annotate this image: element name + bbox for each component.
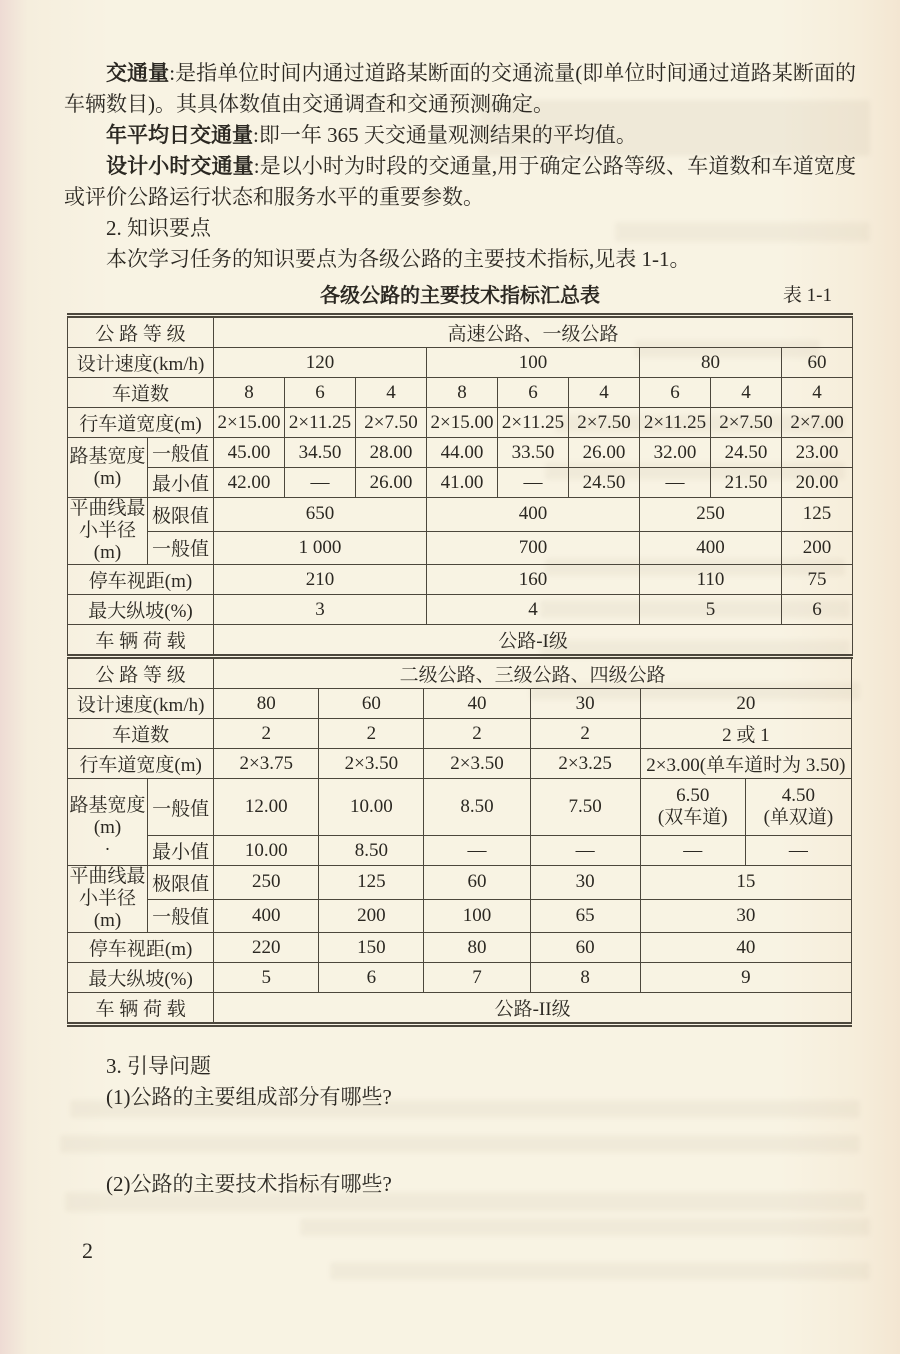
table-cell: 2×3.50 <box>424 749 530 779</box>
table-cell: 10.00 <box>319 779 424 836</box>
table-cell: 7 <box>424 963 530 993</box>
spec-table-lower-class <box>67 659 852 1027</box>
table-row <box>68 993 852 1025</box>
table-cell: 5 <box>640 595 782 625</box>
table-cell: 2 <box>214 719 319 749</box>
table-cell: 120 <box>214 348 427 378</box>
table-cell: 220 <box>214 933 319 963</box>
table-title: 各级公路的主要技术指标汇总表 <box>320 285 600 307</box>
row-sublabel: 一般值 <box>148 438 214 468</box>
table-cell: 40 <box>640 933 851 963</box>
table-row <box>68 468 853 498</box>
table-cell: 2×7.50 <box>711 408 782 438</box>
table-cell: 7.50 <box>530 779 640 836</box>
term-aadt: 年平均日交通量 <box>106 123 253 147</box>
table-cell: 33.50 <box>498 438 569 468</box>
table-row <box>68 531 853 565</box>
row-label: 车 辆 荷 载 <box>68 625 214 657</box>
table-cell: 6 <box>498 378 569 408</box>
table-row <box>68 565 853 595</box>
term-traffic-volume: 交通量 <box>106 61 170 85</box>
table-cell <box>745 779 851 836</box>
table-number: 表 1-1 <box>782 285 832 306</box>
table-cell: 20.00 <box>782 468 853 498</box>
table-cell: 125 <box>782 498 853 532</box>
table-cell: 400 <box>427 498 640 532</box>
table-cell: 100 <box>424 899 530 933</box>
row-sublabel: 一般值 <box>148 899 214 933</box>
table-cell: 高速公路、一级公路 <box>214 316 853 348</box>
table-cell: — <box>498 468 569 498</box>
table-cell: 10.00 <box>214 836 319 866</box>
table-cell: 80 <box>424 933 530 963</box>
row-sublabel: 一般值 <box>148 531 214 565</box>
table-cell: 2×3.50 <box>319 749 424 779</box>
table-row <box>68 779 852 836</box>
table-row <box>68 933 852 963</box>
table-cell: 1 000 <box>214 531 427 565</box>
cell-note: (单双道) <box>763 807 834 828</box>
table-cell: 125 <box>319 866 424 900</box>
table-row <box>68 963 852 993</box>
table-row <box>68 498 853 532</box>
table-cell: 15 <box>640 866 851 900</box>
table-cell: 2×3.25 <box>530 749 640 779</box>
table-cell: — <box>640 836 745 866</box>
table-cell: 8.50 <box>424 779 530 836</box>
table-cell: 400 <box>214 899 319 933</box>
question-1: (1)公路的主要组成部分有哪些? <box>106 1085 392 1109</box>
row-label <box>68 779 148 866</box>
table-cell: 4 <box>356 378 427 408</box>
row-label-line: 小半径(m) <box>78 520 136 563</box>
row-label: 停车视距(m) <box>68 565 214 595</box>
table-cell: 24.50 <box>569 468 640 498</box>
table-cell: 44.00 <box>427 438 498 468</box>
table-cell: 4 <box>427 595 640 625</box>
table-cell: 公路-II级 <box>214 993 852 1025</box>
table-cell: 26.00 <box>356 468 427 498</box>
table-cell: — <box>285 468 356 498</box>
row-label-line: 小半径(m) <box>79 888 137 931</box>
row-label: 公 路 等 级 <box>68 659 214 689</box>
table-cell: 80 <box>640 348 782 378</box>
table-row <box>68 625 853 657</box>
table-cell: 23.00 <box>782 438 853 468</box>
table-cell: 6 <box>640 378 711 408</box>
table-cell: — <box>424 836 530 866</box>
paragraph-traffic-volume <box>64 58 856 120</box>
table-cell: 2×15.00 <box>214 408 285 438</box>
row-label-line: 路基宽度 <box>69 445 146 467</box>
row-label: 车道数 <box>68 378 214 408</box>
table-cell: 3 <box>214 595 427 625</box>
table-cell: 700 <box>427 531 640 565</box>
row-label: 停车视距(m) <box>68 933 214 963</box>
table-cell: 60 <box>424 866 530 900</box>
question-2: (2)公路的主要技术指标有哪些? <box>106 1172 392 1196</box>
table-cell: 200 <box>319 899 424 933</box>
table-cell: 26.00 <box>569 438 640 468</box>
row-label: 行车道宽度(m) <box>68 408 214 438</box>
table-cell: 8.50 <box>319 836 424 866</box>
row-sublabel: 最小值 <box>148 468 214 498</box>
table-caption <box>64 281 856 311</box>
row-label: 最大纵坡(%) <box>68 963 214 993</box>
row-label <box>68 866 148 933</box>
table-cell: 40 <box>424 689 530 719</box>
table-cell: 60 <box>782 348 853 378</box>
table-cell: 2 或 1 <box>640 719 851 749</box>
table-cell: 200 <box>782 531 853 565</box>
page-number: 2 <box>82 1238 93 1263</box>
table-cell: 210 <box>214 565 427 595</box>
table-cell: 6 <box>285 378 356 408</box>
table-row <box>68 348 853 378</box>
table-cell: 32.00 <box>640 438 711 468</box>
table-cell: 60 <box>319 689 424 719</box>
table-cell: 160 <box>427 565 640 595</box>
row-label: 设计速度(km/h) <box>68 689 214 719</box>
bleed-through-artifact <box>300 1218 870 1236</box>
table-cell: 110 <box>640 565 782 595</box>
table-cell: 20 <box>640 689 851 719</box>
spec-table-expressway <box>67 313 853 659</box>
table-row <box>68 438 853 468</box>
table-cell: 2×7.00 <box>782 408 853 438</box>
table-cell: 45.00 <box>214 438 285 468</box>
table-row <box>68 899 852 933</box>
table-cell: 2 <box>424 719 530 749</box>
cell-note: (双车道) <box>657 807 728 828</box>
section-heading-knowledge-points: 2. 知识要点 <box>106 216 211 240</box>
table-row <box>68 595 853 625</box>
row-label-line: 路基宽度 <box>69 795 146 816</box>
table-cell: 5 <box>214 963 319 993</box>
table-cell: 2×11.25 <box>498 408 569 438</box>
page-content <box>64 58 856 1200</box>
table-cell: 650 <box>214 498 427 532</box>
guide-questions-section <box>64 1051 856 1200</box>
row-label-line: (m) <box>93 467 122 489</box>
table-cell: 30 <box>640 899 851 933</box>
table-row <box>68 866 852 900</box>
table-cell: — <box>530 836 640 866</box>
table-cell: 2×3.75 <box>214 749 319 779</box>
table-cell: 4 <box>711 378 782 408</box>
row-sublabel: 最小值 <box>148 836 214 866</box>
bleed-through-artifact <box>330 1262 870 1280</box>
row-label-line: 平曲线最 <box>69 866 146 887</box>
row-label-line: 平曲线最 <box>69 498 146 519</box>
table-cell: 28.00 <box>356 438 427 468</box>
section-heading-guide-questions: 3. 引导问题 <box>106 1054 211 1078</box>
row-label: 最大纵坡(%) <box>68 595 214 625</box>
table-cell: 公路-I级 <box>214 625 853 657</box>
table-row <box>68 378 853 408</box>
table-row <box>68 408 853 438</box>
table-row <box>68 689 852 719</box>
table-cell: 34.50 <box>285 438 356 468</box>
table-cell: 80 <box>214 689 319 719</box>
table-row <box>68 316 853 348</box>
paragraph-knowledge-intro: 本次学习任务的知识要点为各级公路的主要技术指标,见表 1-1。 <box>106 247 691 271</box>
table-cell: — <box>640 468 711 498</box>
row-label <box>68 438 148 498</box>
table-cell: 4 <box>782 378 853 408</box>
row-sublabel: 极限值 <box>148 498 214 532</box>
table-cell: 400 <box>640 531 782 565</box>
table-cell: 2×3.00(单车道时为 3.50) <box>640 749 851 779</box>
paragraph-text: :即一年 365 天交通量观测结果的平均值。 <box>253 123 637 147</box>
paragraph-text: :是指单位时间内通过道路某断面的交通流量(即单位时间通过道路某断面的车辆数目)。其具体数值由交通调查和交通预测确定。 <box>64 61 857 116</box>
table-row <box>68 659 852 689</box>
table-cell: 6 <box>782 595 853 625</box>
table-cell: 2×7.50 <box>356 408 427 438</box>
table-cell: 2 <box>319 719 424 749</box>
table-cell: 250 <box>640 498 782 532</box>
table-cell: 60 <box>530 933 640 963</box>
stray-mark: . <box>105 834 110 854</box>
table-cell: 4 <box>569 378 640 408</box>
table-cell: 6 <box>319 963 424 993</box>
row-label: 行车道宽度(m) <box>68 749 214 779</box>
table-cell: 8 <box>214 378 285 408</box>
table-cell: 250 <box>214 866 319 900</box>
table-cell: 150 <box>319 933 424 963</box>
table-cell: 30 <box>530 689 640 719</box>
row-label: 车 辆 荷 载 <box>68 993 214 1025</box>
table-cell: 2 <box>530 719 640 749</box>
table-cell: 21.50 <box>711 468 782 498</box>
table-row <box>68 836 852 866</box>
table-cell: 24.50 <box>711 438 782 468</box>
row-label: 车道数 <box>68 719 214 749</box>
row-label: 公 路 等 级 <box>68 316 214 348</box>
row-sublabel: 极限值 <box>148 866 214 900</box>
table-cell: 8 <box>530 963 640 993</box>
row-label <box>68 498 148 565</box>
term-design-hourly-volume: 设计小时交通量 <box>106 154 254 178</box>
row-label-line: (m) <box>93 817 122 838</box>
table-cell: 2×11.25 <box>640 408 711 438</box>
table-row <box>68 719 852 749</box>
table-cell: 42.00 <box>214 468 285 498</box>
table-cell: 9 <box>640 963 851 993</box>
table-cell: 2×15.00 <box>427 408 498 438</box>
table-cell: 8 <box>427 378 498 408</box>
cell-value: 6.50 <box>676 785 710 806</box>
table-cell: 65 <box>530 899 640 933</box>
cell-value: 4.50 <box>781 785 816 806</box>
table-cell: — <box>745 836 851 866</box>
table-cell: 41.00 <box>427 468 498 498</box>
row-sublabel: 一般值 <box>148 779 214 836</box>
table-row <box>68 749 852 779</box>
paragraph-design-hourly-volume <box>64 151 856 213</box>
paragraph-text: :是以小时为时段的交通量,用于确定公路等级、车道数和车道宽度或评价公路运行状态和服务水平的重要参数。 <box>64 154 856 209</box>
table-cell: 二级公路、三级公路、四级公路 <box>214 659 852 689</box>
table-cell: 12.00 <box>214 779 319 836</box>
table-cell <box>640 779 745 836</box>
table-cell: 100 <box>427 348 640 378</box>
table-cell: 75 <box>782 565 853 595</box>
paragraph-aadt <box>64 120 856 151</box>
row-label: 设计速度(km/h) <box>68 348 214 378</box>
table-cell: 2×7.50 <box>569 408 640 438</box>
table-cell: 30 <box>530 866 640 900</box>
table-cell: 2×11.25 <box>285 408 356 438</box>
